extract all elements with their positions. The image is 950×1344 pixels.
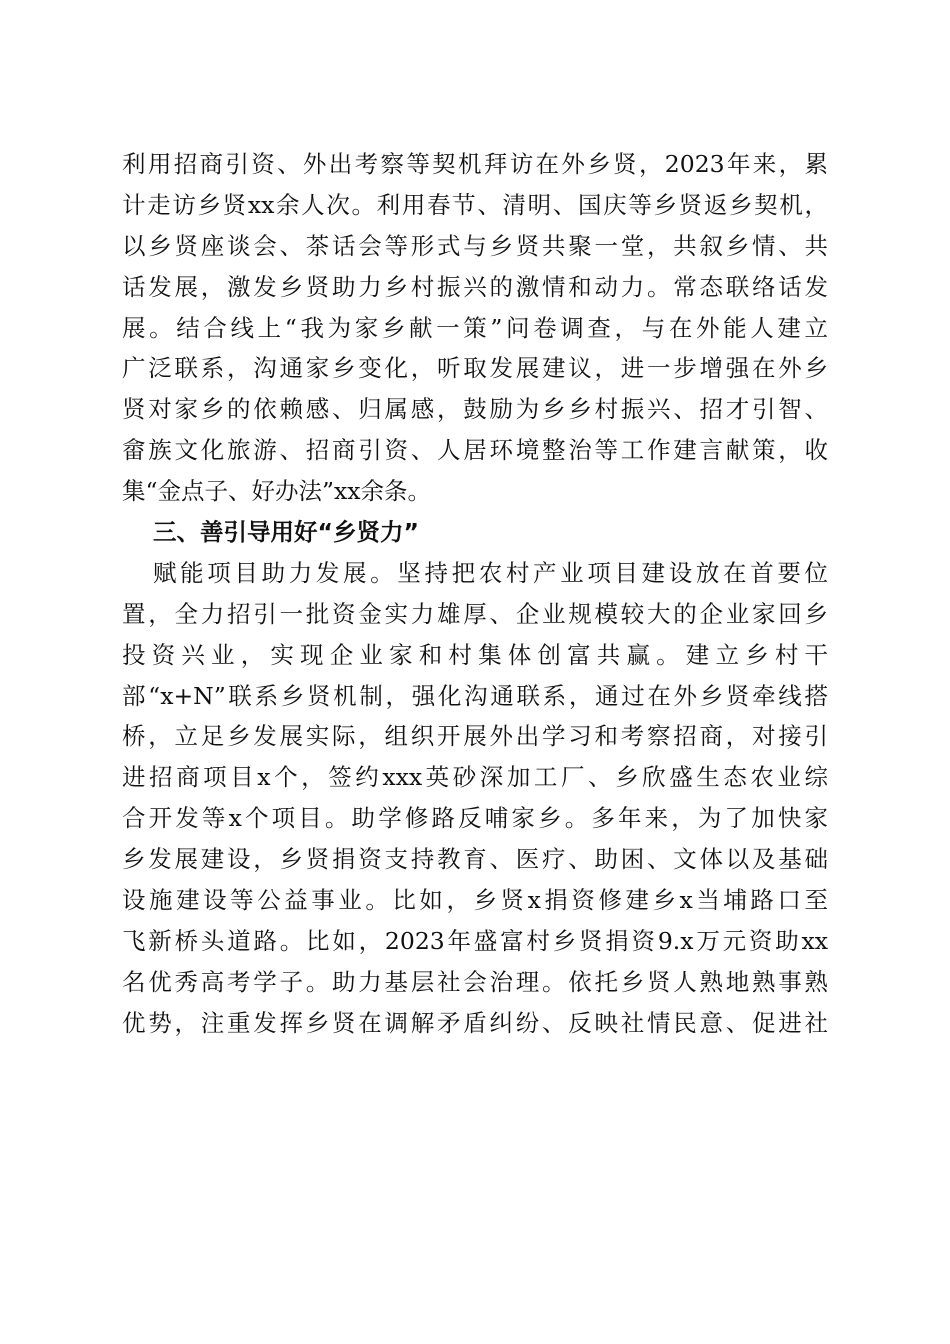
text-line: 广泛联系，沟通家乡变化，听取发展建议，进一步增强在外乡 — [122, 354, 828, 383]
text-line: 展。结合线上“我为家乡献一策”问卷调查，与在外能人建立 — [122, 313, 828, 342]
text-line: 集“金点子、好办法”xx余条。 — [122, 477, 432, 506]
text-line: 合开发等x个项目。助学修路反哺家乡。多年来，为了加快家 — [122, 804, 828, 833]
text-line: 名优秀高考学子。助力基层社会治理。依托乡贤人熟地熟事熟 — [122, 967, 828, 996]
document-page — [122, 144, 828, 1044]
text-line: 飞新桥头道路。比如，2023年盛富村乡贤捐资9.x万元资助xx — [122, 926, 828, 955]
text-line: 利用招商引资、外出考察等契机拜访在外乡贤，2023年来，累 — [122, 150, 828, 178]
text-line: 进招商项目x个，签约xxx英砂深加工厂、乡欣盛生态农业综 — [122, 763, 828, 792]
text-line: 赋能项目助力发展。坚持把农村产业项目建设放在首要位 — [153, 558, 828, 587]
text-line: 投资兴业，实现企业家和村集体创富共赢。建立乡村干 — [122, 640, 828, 669]
text-line: 优势，注重发挥乡贤在调解矛盾纠纷、反映社情民意、促进社 — [122, 1008, 828, 1037]
text-line: 设施建设等公益事业。比如，乡贤x捐资修建乡x当埔路口至 — [122, 886, 828, 915]
paragraph-1 — [122, 144, 828, 512]
section-heading: 三、善引导用好“乡贤力” — [153, 518, 419, 547]
text-line: 以乡贤座谈会、茶话会等形式与乡贤共聚一堂，共叙乡情、共 — [122, 231, 828, 260]
paragraph-2 — [122, 553, 828, 1044]
text-line: 贤对家乡的依赖感、归属感，鼓励为乡乡村振兴、招才引智、 — [122, 395, 828, 424]
text-line: 畲族文化旅游、招商引资、人居环境整治等工作建言献策，收 — [122, 436, 828, 465]
text-line: 计走访乡贤xx余人次。利用春节、清明、国庆等乡贤返乡契机， — [122, 190, 828, 219]
text-line: 桥，立足乡发展实际，组织开展外出学习和考察招商，对接引 — [122, 722, 828, 751]
text-line: 乡发展建设，乡贤捐资支持教育、医疗、助困、文体以及基础 — [122, 845, 828, 874]
text-line: 置，全力招引一批资金实力雄厚、企业规模较大的企业家回乡 — [122, 599, 828, 628]
text-line: 部“x+N”联系乡贤机制，强化沟通联系，通过在外乡贤牵线搭 — [122, 681, 828, 710]
text-line: 话发展，激发乡贤助力乡村振兴的激情和动力。常态联络话发 — [122, 272, 828, 301]
